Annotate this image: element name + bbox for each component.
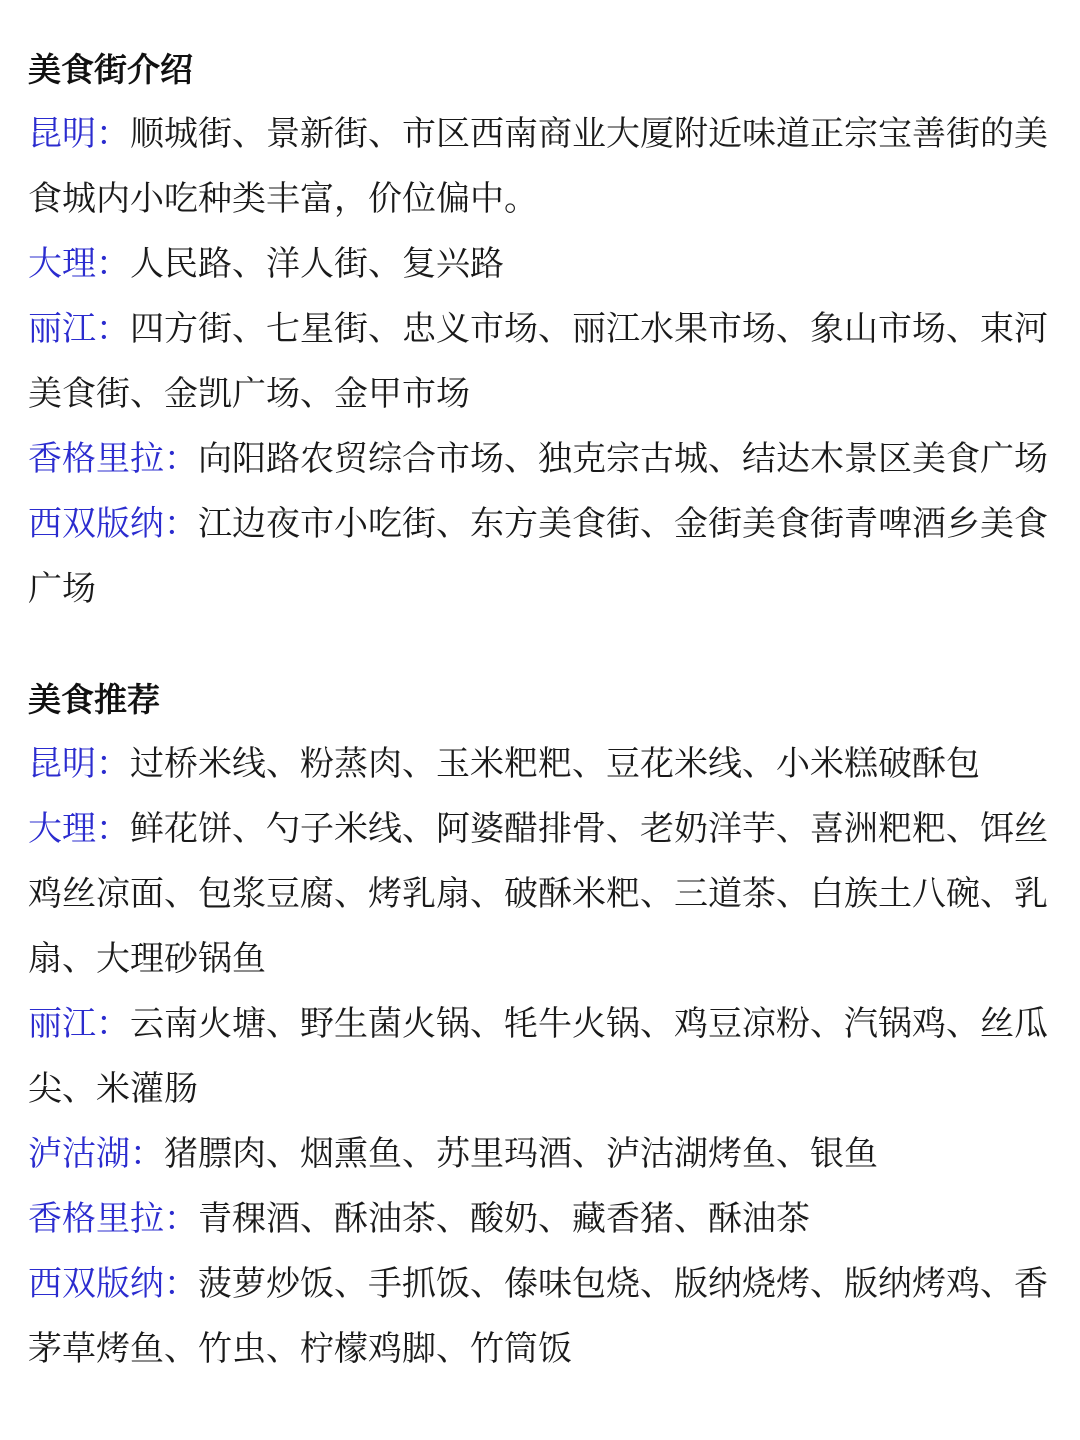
entry-text: 鲜花饼、勺子米线、阿婆醋排骨、老奶洋芋、喜洲粑粑、饵丝鸡丝凉面、包浆豆腐、烤乳扇、破酥米粑、三道茶、白族土八碗、乳扇、大理砂锅鱼 <box>28 809 1048 979</box>
entry-food-dali <box>28 797 1068 992</box>
entry-text: 顺城街、景新街、市区西南商业大厦附近味道正宗宝善街的美食城内小吃种类丰富，价位偏中。 <box>28 114 1048 219</box>
city-label: 香格里拉： <box>28 1199 198 1239</box>
city-label: 大理： <box>28 244 130 284</box>
entry-food-xishuangbanna <box>28 1252 1068 1382</box>
entry-text: 青稞酒、酥油茶、酸奶、藏香猪、酥油茶 <box>198 1199 810 1239</box>
city-label: 香格里拉： <box>28 439 198 479</box>
food-guide-page <box>28 38 1068 1382</box>
entry-food-shangri-la <box>28 1187 1068 1252</box>
entry-text: 菠萝炒饭、手抓饭、傣味包烧、版纳烧烤、版纳烤鸡、香茅草烤鱼、竹虫、柠檬鸡脚、竹筒饭 <box>28 1264 1048 1369</box>
section-title-food-streets: 美食街介绍 <box>28 50 193 89</box>
city-label: 丽江： <box>28 1004 130 1044</box>
entry-food-street-dali <box>28 232 1068 297</box>
entry-text: 四方街、七星街、忠义市场、丽江水果市场、象山市场、束河美食街、金凯广场、金甲市场 <box>28 309 1048 414</box>
entry-text: 过桥米线、粉蒸肉、玉米粑粑、豆花米线、小米糕破酥包 <box>130 744 980 784</box>
entry-text: 江边夜市小吃街、东方美食街、金街美食街青啤酒乡美食广场 <box>28 504 1048 609</box>
city-label: 丽江： <box>28 309 130 349</box>
entry-text: 人民路、洋人街、复兴路 <box>130 244 504 284</box>
entry-text: 猪膘肉、烟熏鱼、苏里玛酒、泸沽湖烤鱼、银鱼 <box>164 1134 878 1174</box>
entry-food-lijiang <box>28 992 1068 1122</box>
entry-food-street-lijiang <box>28 297 1068 427</box>
entry-text: 云南火塘、野生菌火锅、牦牛火锅、鸡豆凉粉、汽锅鸡、丝瓜尖、米灌肠 <box>28 1004 1048 1109</box>
food-recommendation-section <box>28 668 1068 1382</box>
entry-text: 向阳路农贸综合市场、独克宗古城、结达木景区美食广场 <box>198 439 1048 479</box>
entry-food-lugu-lake <box>28 1122 1068 1187</box>
city-label: 泸沽湖： <box>28 1134 164 1174</box>
entry-food-kunming <box>28 732 1068 797</box>
city-label: 大理： <box>28 809 130 849</box>
city-label: 昆明： <box>28 114 130 154</box>
city-label: 西双版纳： <box>28 504 198 544</box>
city-label: 昆明： <box>28 744 130 784</box>
entry-food-street-shangri-la <box>28 427 1068 492</box>
entry-food-street-xishuangbanna <box>28 492 1068 622</box>
entry-food-street-kunming <box>28 102 1068 232</box>
food-street-section <box>28 38 1068 622</box>
city-label: 西双版纳： <box>28 1264 198 1304</box>
section-title-food-recommendations: 美食推荐 <box>28 680 160 719</box>
